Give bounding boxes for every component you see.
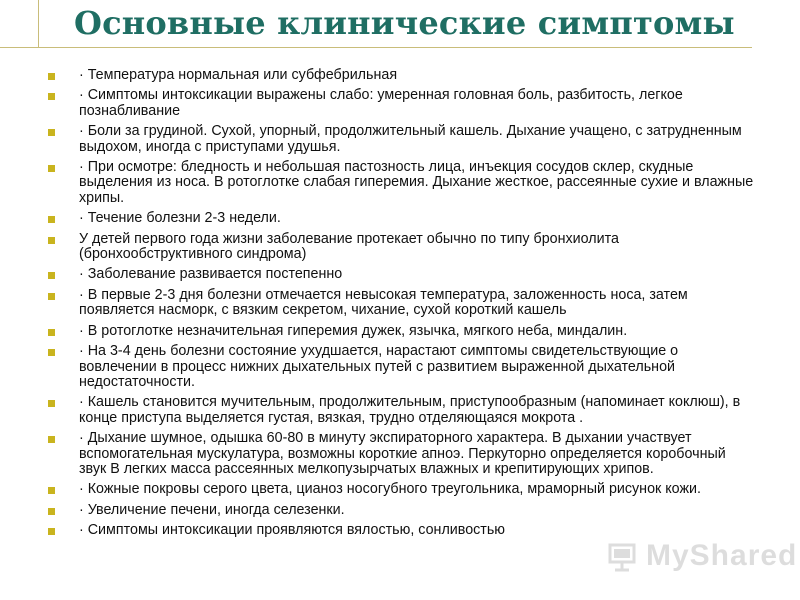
bullet-item	[48, 68, 754, 83]
bullet-list	[48, 68, 754, 544]
watermark-text: MyShared	[646, 539, 798, 572]
bullet-text: · При осмотре: бледность и небольшая пастозность лица, инъекция сосудов склер, скудные выделения из носа. В ротоглотке слабая гиперемия. Дыхание жесткое, рассеянные сухие и влажные хрипы.	[79, 159, 754, 206]
bullet-text: · На 3-4 день болезни состояние ухудшается, нарастают симптомы свидетельствующие о вовлечении в процесс нижних дыхательных путей с развитием выраженной дыхательной недостаточности.	[79, 343, 679, 390]
bullet-item	[48, 232, 754, 263]
square-bullet-icon	[48, 293, 55, 300]
square-bullet-icon	[48, 129, 55, 136]
bullet-item	[48, 267, 754, 282]
slide-title: Основные клинические симптомы	[74, 4, 735, 42]
square-bullet-icon	[48, 73, 55, 80]
square-bullet-icon	[48, 349, 55, 356]
bullet-text: · Температура нормальная или субфебрильная	[79, 67, 398, 83]
bullet-text: У детей первого года жизни заболевание протекает обычно по типу бронхиолита (бронхообструктивного синдрома)	[79, 230, 619, 263]
bullet-text: · Боли за грудиной. Сухой, упорный, продолжительный кашель. Дыхание учащено, с затрудненным выдохом, иногда с приступами удушья.	[79, 123, 742, 155]
square-bullet-icon	[48, 487, 55, 494]
square-bullet-icon	[48, 508, 55, 515]
bullet-text: · В первые 2-3 дня болезни отмечается невысокая температура, заложенность носа, затем появляется насморк, с вязким секретом, чихание, сухой короткий кашель	[79, 286, 688, 319]
bullet-item	[48, 288, 754, 319]
bullet-item	[48, 324, 754, 339]
bullet-item	[48, 88, 754, 119]
title-decoration-vertical-line	[38, 0, 39, 48]
bullet-text: · Симптомы интоксикации проявляются вялостью, сонливостью	[79, 522, 506, 539]
square-bullet-icon	[48, 216, 55, 223]
square-bullet-icon	[48, 528, 55, 535]
bullet-item	[48, 160, 754, 206]
title-decoration-horizontal-line	[0, 47, 752, 48]
bullet-item	[48, 431, 754, 477]
bullet-text: · Увеличение печени, иногда селезенки.	[79, 501, 345, 518]
square-bullet-icon	[48, 436, 55, 443]
bullet-text: · Симптомы интоксикации выражены слабо: умеренная головная боль, разбитость, легкое познабливание	[79, 87, 683, 119]
square-bullet-icon	[48, 237, 55, 244]
presentation-board-icon	[606, 540, 638, 572]
bullet-item	[48, 395, 754, 426]
bullet-item	[48, 211, 754, 226]
bullet-item	[48, 503, 754, 518]
bullet-item	[48, 344, 754, 390]
bullet-text: · Кашель становится мучительным, продолжительным, приступообразным (напоминает коклюш), в конце приступа выделяется густая, вязкая, трудно отделяющаяся мокрота .	[79, 394, 741, 426]
bullet-text: · Заболевание развивается постепенно	[79, 266, 343, 283]
bullet-text: · Течение болезни 2-3 недели.	[79, 210, 281, 227]
bullet-text: · Дыхание шумное, одышка 60-80 в минуту экспираторного характера. В дыхании участвует вспомогательная мускулатура, возможны короткие апноэ. Перкуторно определяется коробочный звук В легких масса рассеянных мелкопузырчатых влажных и крепитирующих хрипов.	[79, 430, 726, 477]
square-bullet-icon	[48, 329, 55, 336]
bullet-item	[48, 124, 754, 155]
square-bullet-icon	[48, 165, 55, 172]
watermark-logo	[606, 538, 798, 574]
bullet-text: · В ротоглотке незначительная гиперемия дужек, язычка, мягкого неба, миндалин.	[79, 322, 628, 339]
bullet-item	[48, 523, 754, 538]
square-bullet-icon	[48, 93, 55, 100]
square-bullet-icon	[48, 400, 55, 407]
square-bullet-icon	[48, 272, 55, 279]
bullet-text: · Кожные покровы серого цвета, цианоз носогубного треугольника, мраморный рисунок кожи.	[79, 481, 701, 498]
bullet-item	[48, 482, 754, 497]
